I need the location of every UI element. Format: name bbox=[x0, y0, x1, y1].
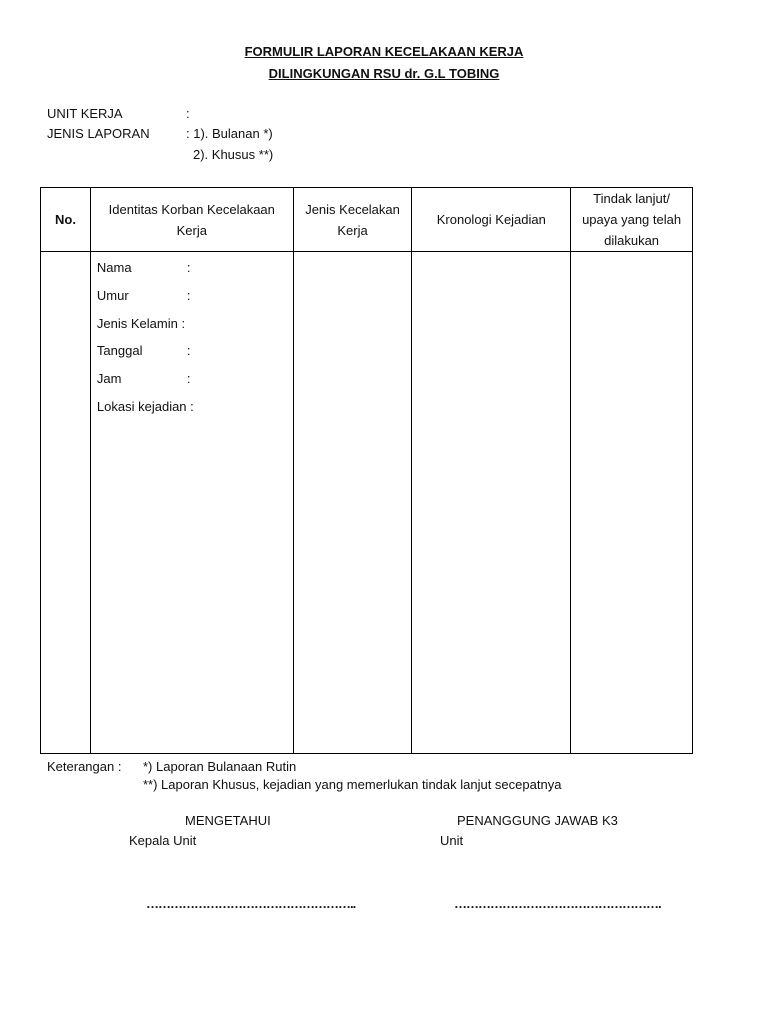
header-identitas-line2: Kerja bbox=[176, 222, 207, 238]
signature-left-role: Kepala Unit bbox=[129, 833, 197, 848]
field-umur: Umur : bbox=[96, 287, 191, 303]
document-title: FORMULIR LAPORAN KECELAKAAN KERJA bbox=[244, 44, 524, 59]
jenis-laporan-label: JENIS LAPORAN bbox=[47, 126, 150, 141]
header-tindak-lanjut bbox=[571, 188, 693, 252]
note-khusus: **) Laporan Khusus, kejadian yang memerlukan tindak lanjut secepatnya bbox=[143, 777, 562, 792]
unit-kerja-colon: : bbox=[186, 106, 190, 121]
header-jenis-line2: Kerja bbox=[337, 222, 368, 238]
header-kronologi: Kronologi Kejadian bbox=[412, 188, 571, 252]
header-tindak-line2: upaya yang telah bbox=[582, 212, 682, 227]
note-bulanan: *) Laporan Bulanaan Rutin bbox=[143, 759, 297, 774]
cell-tindak-lanjut[interactable] bbox=[571, 252, 693, 754]
header-identitas bbox=[90, 188, 293, 252]
header-identitas-line1: Identitas Korban Kecelakaan bbox=[108, 201, 275, 217]
cell-no[interactable] bbox=[41, 252, 91, 754]
notes-label: Keterangan : bbox=[47, 759, 122, 774]
unit-kerja-label: UNIT KERJA bbox=[47, 106, 123, 121]
jenis-laporan-option-khusus: 2). Khusus **) bbox=[193, 147, 274, 162]
cell-identitas[interactable] bbox=[90, 252, 293, 754]
table-header-row bbox=[41, 188, 693, 252]
signature-left-line: …………………………………………….. bbox=[146, 896, 356, 911]
header-tindak-line1: Tindak lanjut/ bbox=[593, 191, 670, 206]
field-jam: Jam : bbox=[96, 371, 191, 387]
header-tindak-line3: dilakukan bbox=[604, 233, 660, 248]
report-table bbox=[40, 187, 693, 754]
signature-right-line: ……………………………………………. bbox=[454, 896, 661, 911]
field-jenis-kelamin: Jenis Kelamin : bbox=[96, 315, 186, 331]
signature-left-title: MENGETAHUI bbox=[185, 813, 271, 828]
field-nama: Nama : bbox=[96, 260, 191, 275]
field-lokasi-kejadian: Lokasi kejadian : bbox=[96, 398, 194, 414]
cell-jenis-kecelakaan[interactable] bbox=[293, 252, 412, 754]
table-row bbox=[41, 252, 693, 754]
header-no: No. bbox=[41, 188, 91, 252]
header-jenis-line1: Jenis Kecelakan bbox=[305, 201, 400, 217]
signature-right-title: PENANGGUNG JAWAB K3 bbox=[457, 813, 618, 828]
cell-kronologi[interactable] bbox=[412, 252, 571, 754]
signature-right-role: Unit bbox=[440, 833, 464, 848]
field-tanggal: Tanggal : bbox=[96, 343, 191, 359]
jenis-laporan-option-bulanan: : 1). Bulanan *) bbox=[186, 126, 273, 141]
header-jenis bbox=[293, 188, 412, 252]
document-subtitle: DILINGKUNGAN RSU dr. G.L TOBING bbox=[268, 66, 500, 81]
